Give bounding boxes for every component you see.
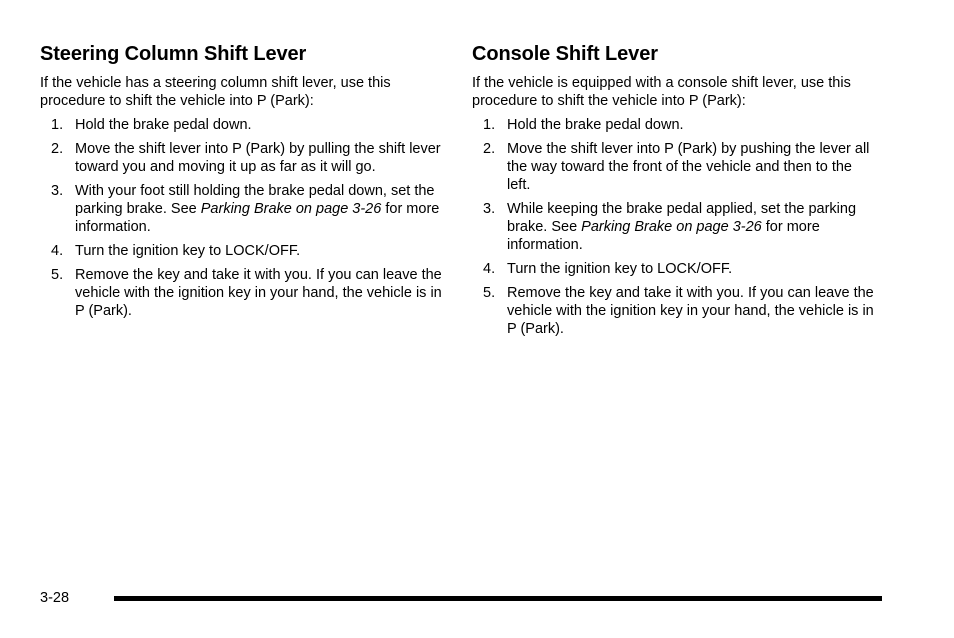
- step-number: 1.: [51, 117, 64, 133]
- step-text: Hold the brake pedal down.: [75, 117, 252, 133]
- step-item: [472, 260, 877, 278]
- step-item: [40, 140, 445, 176]
- step-text: Remove the key and take it with you. If you can leave the vehicle with the ignition key in your hand, the vehicle is in P (Park).: [75, 267, 442, 319]
- section-intro: If the vehicle has a steering column shift lever, use this procedure to shift the vehicle into P (Park):: [40, 75, 391, 109]
- step-item: [472, 284, 877, 338]
- step-text: Hold the brake pedal down.: [507, 117, 684, 133]
- step-text-end: for more information.: [507, 219, 820, 253]
- step-text: Turn the ignition key to LOCK/OFF.: [507, 261, 733, 277]
- step-number: 4.: [483, 261, 496, 277]
- section-heading: Steering Column Shift Lever: [40, 43, 307, 65]
- step-text: Turn the ignition key to LOCK/OFF.: [75, 243, 301, 259]
- step-number: 4.: [51, 243, 64, 259]
- step-text: Move the shift lever into P (Park) by pushing the lever all the way toward the front of the vehicle and then to the left.: [507, 141, 870, 193]
- step-text: Remove the key and take it with you. If you can leave the vehicle with the ignition key in your hand, the vehicle is in P (Park).: [507, 285, 874, 337]
- console-shift-section: [472, 41, 877, 344]
- step-number: 2.: [51, 141, 64, 157]
- procedure-steps: [40, 116, 445, 320]
- procedure-steps: [472, 116, 877, 338]
- step-number: 2.: [483, 141, 496, 157]
- page-reference: Parking Brake on page 3-26: [200, 201, 382, 217]
- step-item: [40, 116, 445, 134]
- step-item: [472, 200, 877, 254]
- step-text-end: for more information.: [75, 201, 440, 235]
- section-intro: If the vehicle is equipped with a console shift lever, use this procedure to shift the vehicle into P (Park):: [472, 75, 851, 109]
- section-heading: Console Shift Lever: [472, 43, 658, 65]
- step-text: While keeping the brake pedal applied, set the parking brake. See: [507, 201, 857, 235]
- step-number: 5.: [483, 285, 496, 301]
- page-number: 3-28: [40, 590, 70, 606]
- step-text: Move the shift lever into P (Park) by pulling the shift lever toward you and moving it up as far as it will go.: [75, 141, 441, 175]
- steering-column-section: [40, 41, 445, 326]
- step-item: [40, 266, 445, 320]
- step-item: [40, 242, 445, 260]
- step-number: 3.: [51, 183, 64, 199]
- step-text: With your foot still holding the brake pedal down, set the parking brake. See: [75, 183, 435, 217]
- step-item: [472, 116, 877, 134]
- step-number: 1.: [483, 117, 496, 133]
- footer-rule: [114, 596, 882, 601]
- step-number: 3.: [483, 201, 496, 217]
- page-reference: Parking Brake on page 3-26: [581, 219, 762, 235]
- step-number: 5.: [51, 267, 64, 283]
- step-item: [40, 182, 445, 236]
- step-item: [472, 140, 877, 194]
